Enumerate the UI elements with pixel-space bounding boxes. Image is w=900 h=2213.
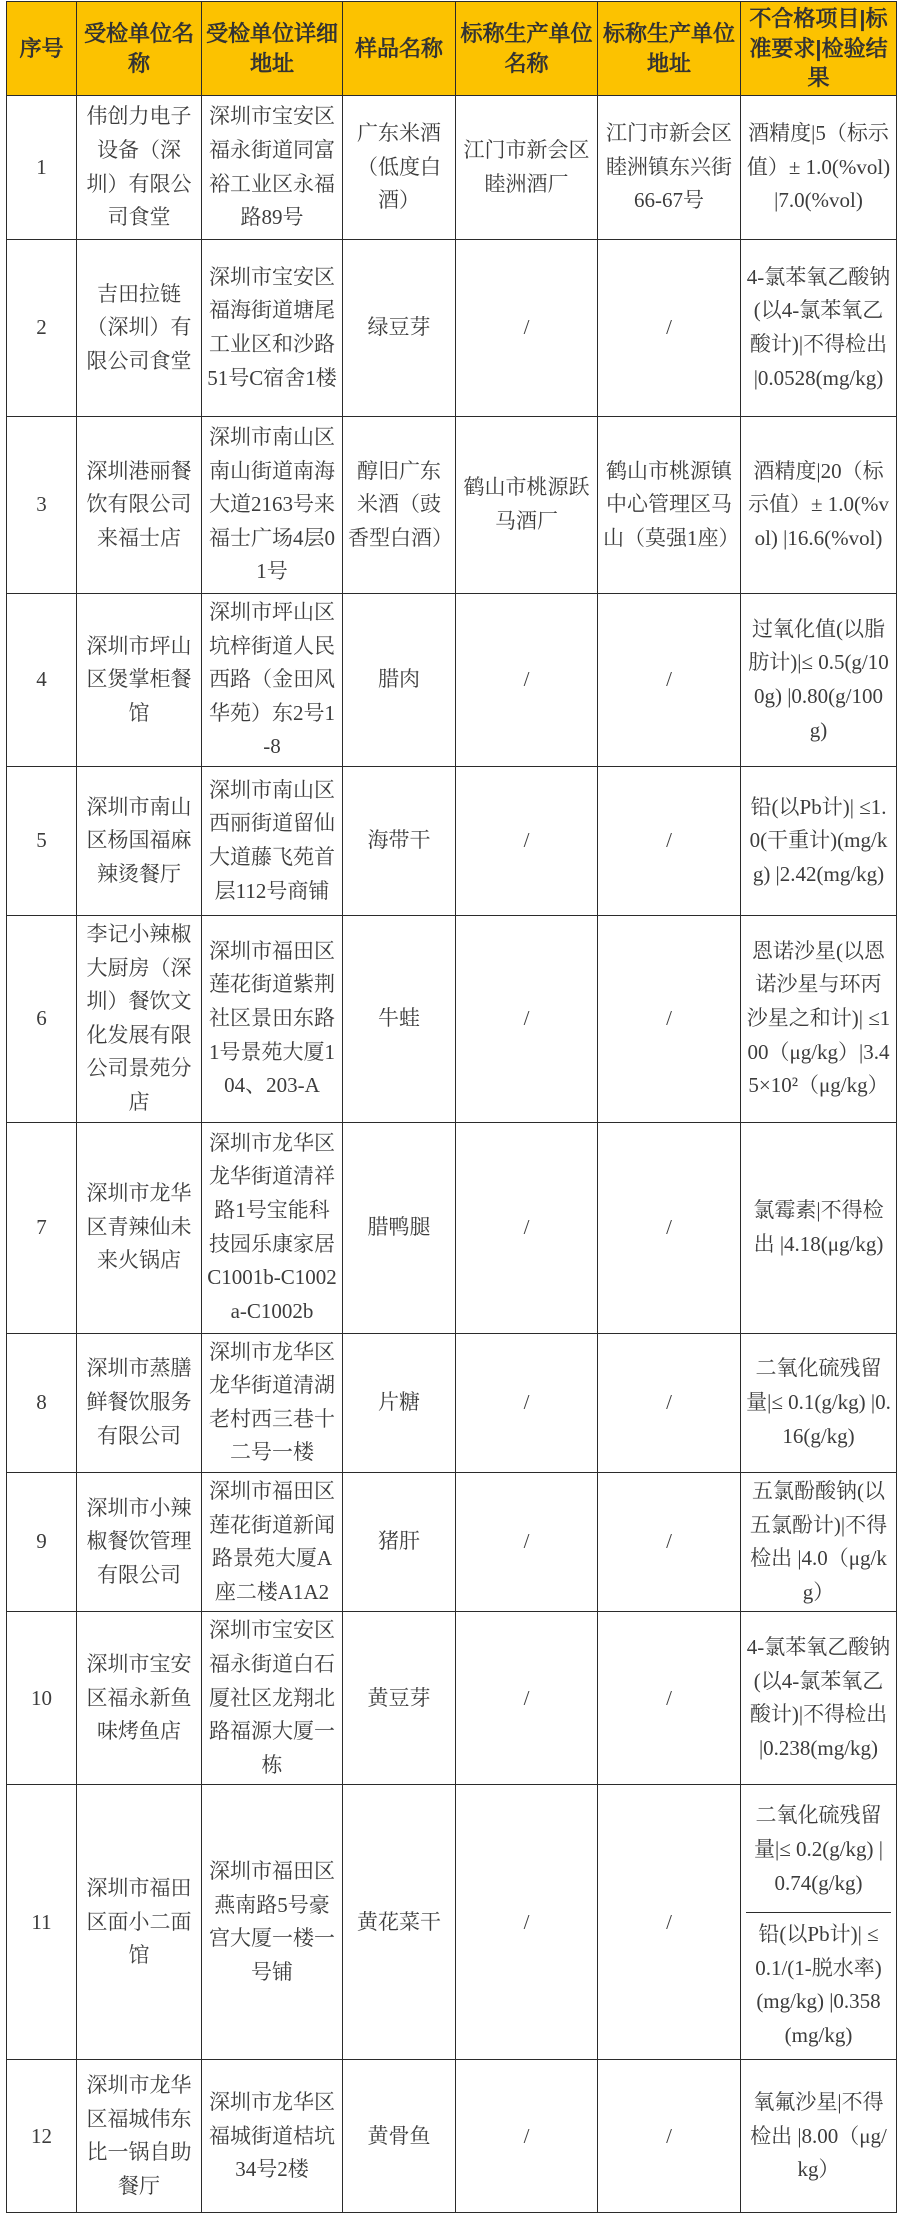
cell-unit-name: 深圳市坪山区煲掌柜餐馆 <box>77 594 202 767</box>
cell-no: 11 <box>7 1785 77 2060</box>
cell-result: 酒精度|20（标示值）± 1.0(%vol) |16.6(%vol) <box>741 417 897 594</box>
cell-producer-address: / <box>598 1785 741 2060</box>
cell-unit-name: 深圳市龙华区福城伟东比一锅自助餐厅 <box>77 2060 202 2213</box>
header-result: 不合格项目|标准要求|检验结果 <box>741 2 897 96</box>
cell-producer-name: / <box>456 1122 598 1333</box>
result-item: 二氧化硫残留量|≤ 0.2(g/kg) |0.74(g/kg) <box>746 1787 891 1913</box>
cell-producer-name: / <box>456 1785 598 2060</box>
cell-no: 4 <box>7 594 77 767</box>
header-unit-name: 受检单位名称 <box>77 2 202 96</box>
cell-sample-name: 片糖 <box>343 1333 456 1472</box>
header-producer-address: 标称生产单位地址 <box>598 2 741 96</box>
cell-no: 9 <box>7 1472 77 1611</box>
cell-no: 1 <box>7 96 77 240</box>
cell-sample-name: 广东米酒（低度白酒） <box>343 96 456 240</box>
cell-result: 4-氯苯氧乙酸钠(以4-氯苯氧乙酸计)|不得检出 |0.0528(mg/kg) <box>741 240 897 417</box>
result-item: 铅(以Pb计)| ≤0.1/(1-脱水率)(mg/kg) |0.358(mg/kg) <box>755 1922 882 2047</box>
cell-no: 3 <box>7 417 77 594</box>
table-row <box>7 767 897 916</box>
cell-producer-address: / <box>598 916 741 1123</box>
cell-producer-name: / <box>456 594 598 767</box>
cell-producer-address: / <box>598 1122 741 1333</box>
cell-result: 五氯酚酸钠(以五氯酚计)|不得检出 |4.0（μg/kg） <box>741 1472 897 1611</box>
cell-no: 6 <box>7 916 77 1123</box>
table-row <box>7 1785 897 2060</box>
cell-unit-address: 深圳市宝安区福永街道白石厦社区龙翔北路福源大厦一栋 <box>202 1612 343 1785</box>
cell-producer-address: / <box>598 594 741 767</box>
cell-unit-name: 深圳市龙华区青辣仙未来火锅店 <box>77 1122 202 1333</box>
cell-sample-name: 腊肉 <box>343 594 456 767</box>
cell-producer-name: / <box>456 1612 598 1785</box>
header-row <box>7 2 897 96</box>
cell-producer-address: 江门市新会区睦洲镇东兴街66-67号 <box>598 96 741 240</box>
cell-result: 氯霉素|不得检出 |4.18(μg/kg) <box>741 1122 897 1333</box>
cell-producer-name: / <box>456 2060 598 2213</box>
cell-unit-address: 深圳市龙华区福城街道桔坑34号2楼 <box>202 2060 343 2213</box>
table-row <box>7 240 897 417</box>
cell-producer-address: / <box>598 767 741 916</box>
cell-unit-name: 深圳市小辣椒餐饮管理有限公司 <box>77 1472 202 1611</box>
cell-sample-name: 海带干 <box>343 767 456 916</box>
table-row <box>7 417 897 594</box>
cell-unit-address: 深圳市宝安区福永街道同富裕工业区永福路89号 <box>202 96 343 240</box>
cell-sample-name: 黄骨鱼 <box>343 2060 456 2213</box>
cell-producer-name: 鹤山市桃源跃马酒厂 <box>456 417 598 594</box>
cell-producer-name: / <box>456 767 598 916</box>
cell-unit-name: 伟创力电子设备（深圳）有限公司食堂 <box>77 96 202 240</box>
cell-unit-address: 深圳市南山区南山街道南海大道2163号来福士广场4层01号 <box>202 417 343 594</box>
cell-unit-name: 深圳市宝安区福永新鱼味烤鱼店 <box>77 1612 202 1785</box>
cell-sample-name: 腊鸭腿 <box>343 1122 456 1333</box>
cell-result: 过氧化值(以脂肪计)|≤ 0.5(g/100g) |0.80(g/100g) <box>741 594 897 767</box>
cell-no: 2 <box>7 240 77 417</box>
cell-sample-name: 黄豆芽 <box>343 1612 456 1785</box>
header-no: 序号 <box>7 2 77 96</box>
cell-unit-address: 深圳市坪山区坑梓街道人民西路（金田风华苑）东2号1-8 <box>202 594 343 767</box>
cell-producer-address: 鹤山市桃源镇中心管理区马山（莫强1座） <box>598 417 741 594</box>
table-row <box>7 1333 897 1472</box>
header-unit-address: 受检单位详细地址 <box>202 2 343 96</box>
header-sample-name: 样品名称 <box>343 2 456 96</box>
cell-result: 二氧化硫残留量|≤ 0.1(g/kg) |0.16(g/kg) <box>741 1333 897 1472</box>
cell-producer-name: / <box>456 240 598 417</box>
cell-no: 5 <box>7 767 77 916</box>
cell-unit-name: 深圳市南山区杨国福麻辣烫餐厅 <box>77 767 202 916</box>
cell-result: 4-氯苯氧乙酸钠(以4-氯苯氧乙酸计)|不得检出 |0.238(mg/kg) <box>741 1612 897 1785</box>
cell-unit-address: 深圳市福田区燕南路5号豪宫大厦一楼一号铺 <box>202 1785 343 2060</box>
cell-unit-name: 深圳港丽餐饮有限公司来福士店 <box>77 417 202 594</box>
cell-unit-name: 吉田拉链（深圳）有限公司食堂 <box>77 240 202 417</box>
cell-producer-address: / <box>598 1472 741 1611</box>
cell-result: 铅(以Pb计)| ≤1.0(干重计)(mg/kg) |2.42(mg/kg) <box>741 767 897 916</box>
cell-no: 7 <box>7 1122 77 1333</box>
cell-unit-address: 深圳市福田区莲花街道紫荆社区景田东路1号景苑大厦104、203-A <box>202 916 343 1123</box>
cell-unit-address: 深圳市龙华区龙华街道清湖老村西三巷十二号一楼 <box>202 1333 343 1472</box>
table-row <box>7 1472 897 1611</box>
cell-result: 酒精度|5（标示值）± 1.0(%vol) |7.0(%vol) <box>741 96 897 240</box>
cell-unit-address: 深圳市宝安区福海街道塘尾工业区和沙路51号C宿舍1楼 <box>202 240 343 417</box>
cell-no: 12 <box>7 2060 77 2213</box>
table-row <box>7 594 897 767</box>
table-row <box>7 96 897 240</box>
cell-unit-name: 李记小辣椒大厨房（深圳）餐饮文化发展有限公司景苑分店 <box>77 916 202 1123</box>
cell-result: 氧氟沙星|不得检出 |8.00（μg/kg） <box>741 2060 897 2213</box>
cell-producer-name: 江门市新会区睦洲酒厂 <box>456 96 598 240</box>
cell-unit-address: 深圳市南山区西丽街道留仙大道藤飞苑首层112号商铺 <box>202 767 343 916</box>
table-row <box>7 1122 897 1333</box>
cell-sample-name: 醇旧广东米酒（豉香型白酒） <box>343 417 456 594</box>
cell-producer-address: / <box>598 1333 741 1472</box>
inspection-results-table <box>6 1 897 2213</box>
header-producer-name: 标称生产单位名称 <box>456 2 598 96</box>
cell-no: 10 <box>7 1612 77 1785</box>
cell-producer-name: / <box>456 1333 598 1472</box>
table-row <box>7 2060 897 2213</box>
cell-producer-address: / <box>598 1612 741 1785</box>
cell-sample-name: 黄花菜干 <box>343 1785 456 2060</box>
cell-result: 恩诺沙星(以恩诺沙星与环丙沙星之和计)| ≤100（μg/kg）|3.45×10²（μg/kg） <box>741 916 897 1123</box>
cell-result <box>741 1785 897 2060</box>
cell-unit-address: 深圳市福田区莲花街道新闻路景苑大厦A座二楼A1A2 <box>202 1472 343 1611</box>
cell-sample-name: 猪肝 <box>343 1472 456 1611</box>
cell-producer-name: / <box>456 916 598 1123</box>
cell-producer-address: / <box>598 2060 741 2213</box>
cell-no: 8 <box>7 1333 77 1472</box>
table-row <box>7 916 897 1123</box>
cell-unit-address: 深圳市龙华区龙华街道清祥路1号宝能科技园乐康家居C1001b-C1002a-C1002b <box>202 1122 343 1333</box>
cell-producer-address: / <box>598 240 741 417</box>
cell-sample-name: 绿豆芽 <box>343 240 456 417</box>
table-row <box>7 1612 897 1785</box>
cell-sample-name: 牛蛙 <box>343 916 456 1123</box>
cell-producer-name: / <box>456 1472 598 1611</box>
cell-unit-name: 深圳市蒸膳鲜餐饮服务有限公司 <box>77 1333 202 1472</box>
cell-unit-name: 深圳市福田区面小二面馆 <box>77 1785 202 2060</box>
